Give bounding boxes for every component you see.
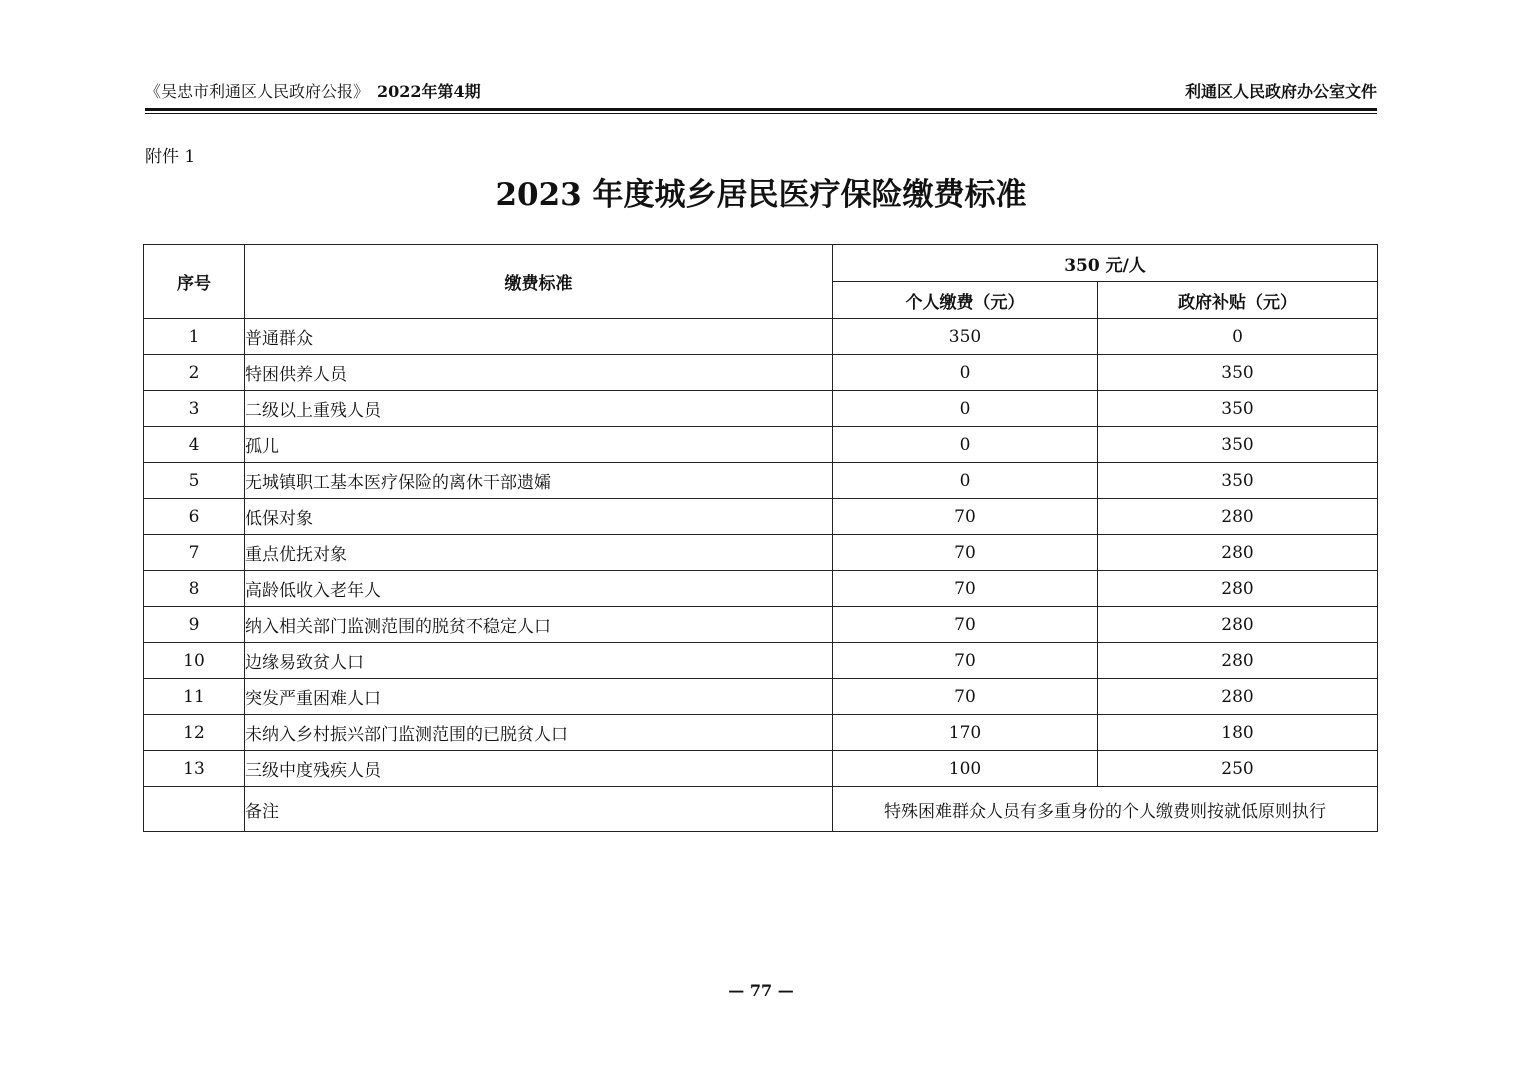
table-row xyxy=(144,607,1378,643)
row-index: 1 xyxy=(144,319,245,355)
row-personal-amount: 0 xyxy=(833,463,1098,499)
row-category: 特困供养人员 xyxy=(245,355,833,391)
row-index: 8 xyxy=(144,571,245,607)
header-amount-group: 350 元/人 xyxy=(833,245,1378,282)
row-subsidy-amount: 280 xyxy=(1098,679,1378,715)
row-index: 12 xyxy=(144,715,245,751)
publication-name: 《吴忠市利通区人民政府公报》 xyxy=(145,82,370,101)
row-personal-amount: 170 xyxy=(833,715,1098,751)
header-standard: 缴费标准 xyxy=(245,245,833,319)
header-rule-thick xyxy=(145,108,1377,111)
row-index: 6 xyxy=(144,499,245,535)
row-subsidy-amount: 180 xyxy=(1098,715,1378,751)
publication-info xyxy=(145,80,481,104)
row-personal-amount: 70 xyxy=(833,679,1098,715)
row-category: 孤儿 xyxy=(245,427,833,463)
row-subsidy-amount: 350 xyxy=(1098,391,1378,427)
header-subsidy: 政府补贴（元） xyxy=(1098,282,1378,319)
row-subsidy-amount: 350 xyxy=(1098,463,1378,499)
header-personal: 个人缴费（元） xyxy=(833,282,1098,319)
header-rule-thin xyxy=(145,113,1377,114)
table-row xyxy=(144,571,1378,607)
row-personal-amount: 70 xyxy=(833,499,1098,535)
row-category: 纳入相关部门监测范围的脱贫不稳定人口 xyxy=(245,607,833,643)
table-row xyxy=(144,391,1378,427)
row-personal-amount: 70 xyxy=(833,643,1098,679)
row-index: 11 xyxy=(144,679,245,715)
row-personal-amount: 0 xyxy=(833,427,1098,463)
remark-row xyxy=(144,787,1378,832)
document-title: 2023 年度城乡居民医疗保险缴费标准 xyxy=(495,177,1027,213)
table-row xyxy=(144,319,1378,355)
row-subsidy-amount: 350 xyxy=(1098,427,1378,463)
row-subsidy-amount: 280 xyxy=(1098,571,1378,607)
row-index: 13 xyxy=(144,751,245,787)
table-row xyxy=(144,751,1378,787)
table-row xyxy=(144,535,1378,571)
row-index: 9 xyxy=(144,607,245,643)
page-number: — 77 — xyxy=(728,981,794,1000)
header-index: 序号 xyxy=(144,245,245,319)
row-index: 2 xyxy=(144,355,245,391)
row-subsidy-amount: 250 xyxy=(1098,751,1378,787)
row-category: 突发严重困难人口 xyxy=(245,679,833,715)
issue-number: 2022年第4期 xyxy=(377,82,481,101)
attachment-label: 附件 1 xyxy=(145,147,196,167)
table-row xyxy=(144,715,1378,751)
table-header-row xyxy=(144,245,1378,282)
row-personal-amount: 350 xyxy=(833,319,1098,355)
table-row xyxy=(144,499,1378,535)
table-body xyxy=(144,319,1378,787)
fee-standard-table xyxy=(143,244,1378,832)
table-row xyxy=(144,643,1378,679)
row-personal-amount: 100 xyxy=(833,751,1098,787)
issuing-office: 利通区人民政府办公室文件 xyxy=(1184,82,1377,101)
table-row xyxy=(144,679,1378,715)
page-header xyxy=(145,80,1377,104)
row-subsidy-amount: 280 xyxy=(1098,643,1378,679)
row-personal-amount: 70 xyxy=(833,571,1098,607)
row-category: 无城镇职工基本医疗保险的离休干部遗孀 xyxy=(245,463,833,499)
row-index: 7 xyxy=(144,535,245,571)
row-category: 重点优抚对象 xyxy=(245,535,833,571)
row-index: 5 xyxy=(144,463,245,499)
remark-index-cell xyxy=(144,787,245,832)
row-subsidy-amount: 280 xyxy=(1098,607,1378,643)
row-personal-amount: 0 xyxy=(833,391,1098,427)
table-row xyxy=(144,427,1378,463)
row-category: 高龄低收入老年人 xyxy=(245,571,833,607)
row-category: 二级以上重残人员 xyxy=(245,391,833,427)
table-row xyxy=(144,355,1378,391)
row-subsidy-amount: 0 xyxy=(1098,319,1378,355)
row-category: 边缘易致贫人口 xyxy=(245,643,833,679)
row-index: 3 xyxy=(144,391,245,427)
row-subsidy-amount: 280 xyxy=(1098,499,1378,535)
table-row xyxy=(144,463,1378,499)
row-personal-amount: 70 xyxy=(833,535,1098,571)
row-index: 4 xyxy=(144,427,245,463)
row-index: 10 xyxy=(144,643,245,679)
row-category: 低保对象 xyxy=(245,499,833,535)
row-category: 三级中度残疾人员 xyxy=(245,751,833,787)
remark-text: 特殊困难群众人员有多重身份的个人缴费则按就低原则执行 xyxy=(833,787,1378,832)
remark-label: 备注 xyxy=(245,787,833,832)
row-personal-amount: 70 xyxy=(833,607,1098,643)
row-category: 普通群众 xyxy=(245,319,833,355)
row-subsidy-amount: 280 xyxy=(1098,535,1378,571)
row-category: 未纳入乡村振兴部门监测范围的已脱贫人口 xyxy=(245,715,833,751)
row-subsidy-amount: 350 xyxy=(1098,355,1378,391)
row-personal-amount: 0 xyxy=(833,355,1098,391)
